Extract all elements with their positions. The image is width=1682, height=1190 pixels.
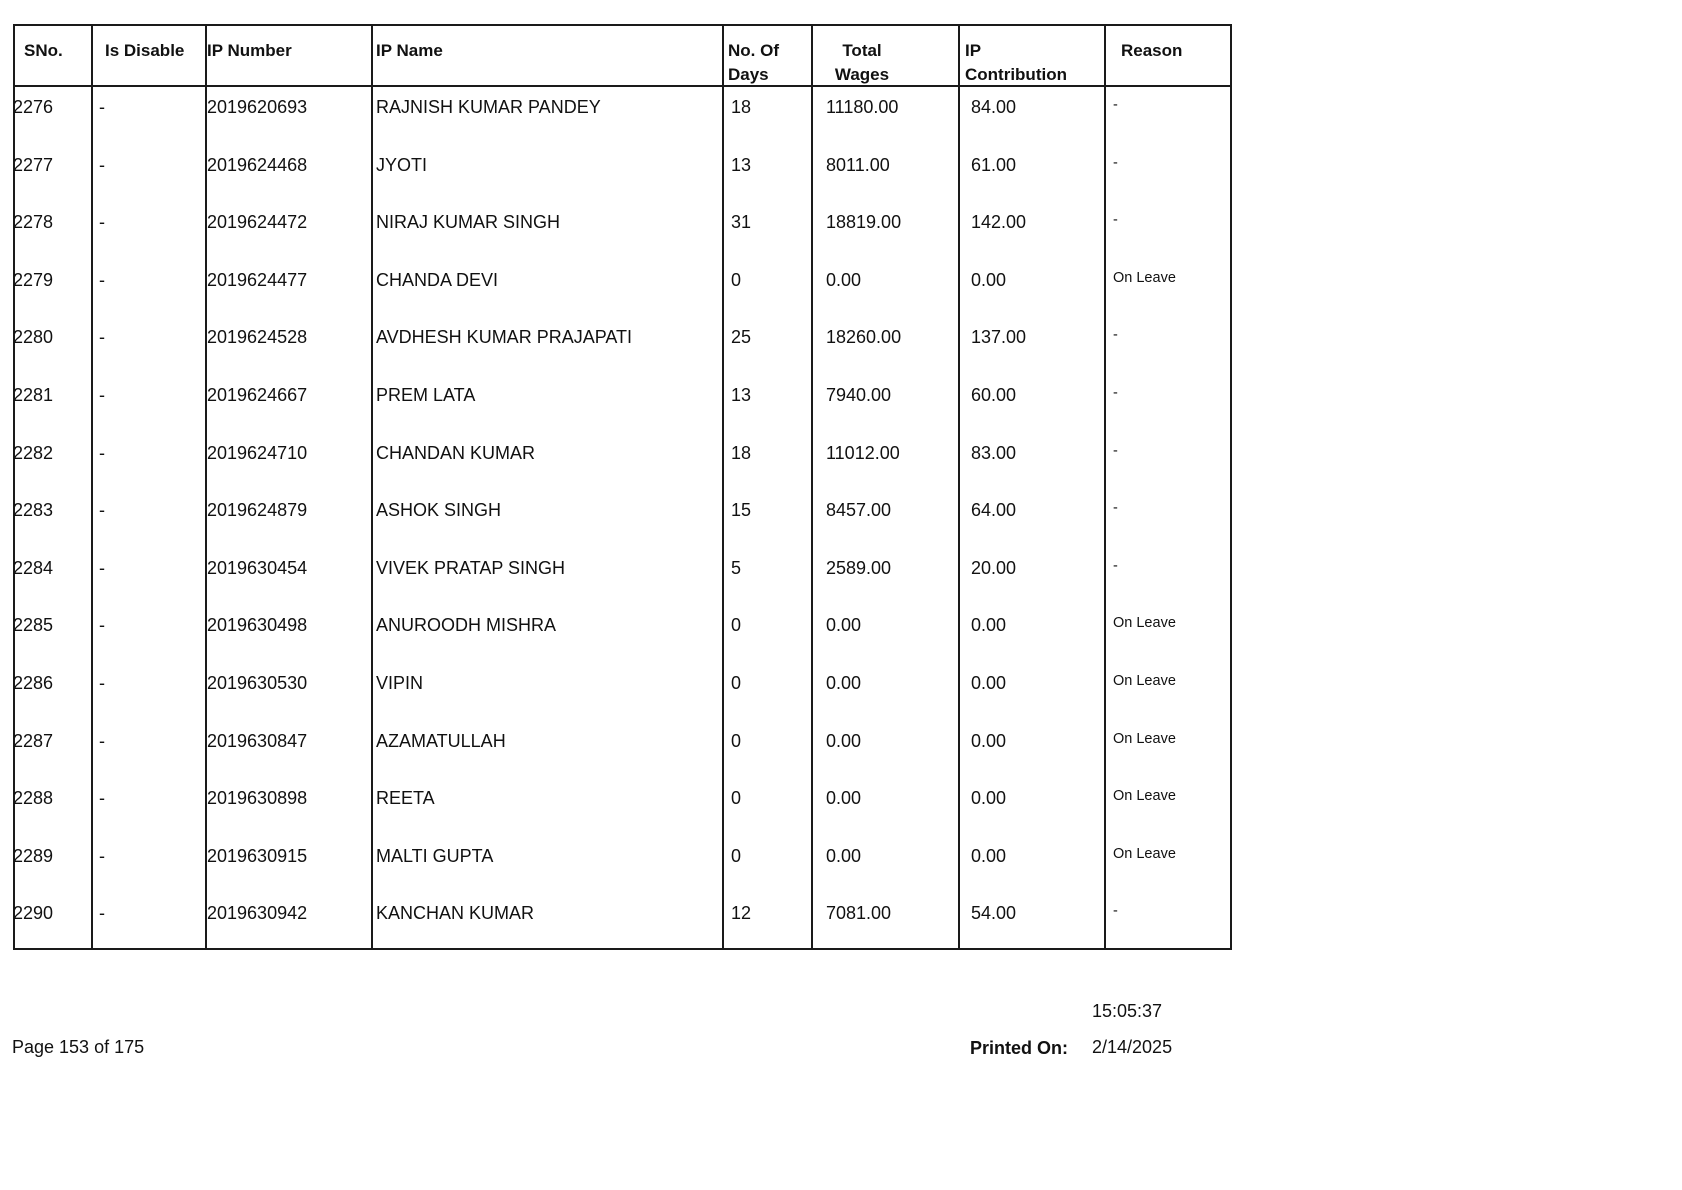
- cell-sno: 2285: [13, 615, 54, 636]
- cell-reason: On Leave: [1113, 269, 1176, 286]
- cell-ip-number: 2019624528: [207, 327, 308, 348]
- cell-ip-name: JYOTI: [376, 154, 428, 175]
- cell-is-disable: -: [99, 730, 105, 751]
- cell-ip-name: CHANDAN KUMAR: [376, 442, 536, 463]
- table-row: [15, 836, 1230, 894]
- cell-sno: 2290: [13, 903, 54, 924]
- cell-ip-name: ASHOK SINGH: [376, 500, 502, 521]
- cell-days: 25: [731, 327, 752, 348]
- cell-days: 13: [731, 154, 752, 175]
- cell-contribution: 83.00: [971, 442, 1017, 463]
- cell-days: 13: [731, 385, 752, 405]
- table-row: [15, 433, 1230, 491]
- cell-ip-number: 2019624472: [207, 212, 308, 233]
- cell-ip-name: MALTI GUPTA: [376, 845, 494, 866]
- cell-ip-name: VIPIN: [376, 673, 424, 693]
- cell-sno: 2284: [13, 557, 54, 578]
- cell-ip-name: ANUROODH MISHRA: [376, 615, 557, 636]
- cell-sno: 2280: [13, 327, 54, 348]
- cell-contribution: 0.00: [971, 615, 1007, 636]
- cell-is-disable: -: [99, 500, 105, 521]
- cell-ip-name: AVDHESH KUMAR PRAJAPATI: [376, 327, 633, 348]
- table-row: [15, 778, 1230, 836]
- cell-wages: 8457.00: [826, 500, 892, 521]
- cell-wages: 0.00: [826, 673, 862, 693]
- table-row: [15, 375, 1230, 433]
- table-row: [15, 87, 1230, 145]
- header-is-disable: Is Disable: [105, 41, 185, 60]
- header-total-wages-line2: Wages: [834, 65, 890, 84]
- cell-contribution: 20.00: [971, 557, 1017, 578]
- cell-ip-number: 2019624667: [207, 385, 308, 405]
- cell-reason: On Leave: [1113, 730, 1176, 747]
- cell-is-disable: -: [99, 845, 105, 866]
- cell-contribution: 64.00: [971, 500, 1017, 521]
- cell-ip-number: 2019630942: [207, 903, 308, 924]
- table-row: [15, 663, 1230, 721]
- table-row: [15, 317, 1230, 375]
- cell-ip-number: 2019624468: [207, 154, 308, 175]
- cell-ip-number: 2019630454: [207, 557, 308, 578]
- table-row: [15, 893, 1230, 951]
- header-total-wages-line1: Total: [842, 41, 882, 60]
- cell-contribution: 54.00: [971, 903, 1017, 924]
- cell-contribution: 137.00: [971, 327, 1027, 348]
- cell-contribution: 0.00: [971, 269, 1007, 290]
- cell-reason: -: [1113, 557, 1118, 574]
- cell-ip-name: RAJNISH KUMAR PANDEY: [376, 97, 601, 117]
- cell-is-disable: -: [99, 673, 105, 693]
- print-date: 2/14/2025: [1092, 1037, 1173, 1057]
- contribution-table: [13, 24, 1232, 950]
- cell-reason: On Leave: [1113, 845, 1176, 862]
- printed-on-label: Printed On:: [970, 1038, 1068, 1058]
- cell-is-disable: -: [99, 97, 105, 117]
- cell-contribution: 60.00: [971, 385, 1017, 405]
- cell-wages: 18260.00: [826, 327, 902, 348]
- cell-days: 15: [731, 500, 752, 521]
- cell-is-disable: -: [99, 269, 105, 290]
- cell-ip-name: PREM LATA: [376, 385, 476, 405]
- cell-is-disable: -: [99, 327, 105, 348]
- cell-ip-number: 2019630847: [207, 730, 308, 751]
- cell-reason: -: [1113, 442, 1118, 459]
- cell-reason: -: [1113, 212, 1118, 229]
- cell-ip-name: AZAMATULLAH: [376, 730, 506, 751]
- table-row: [15, 490, 1230, 548]
- cell-sno: 2277: [13, 154, 54, 175]
- cell-days: 0: [731, 788, 742, 809]
- print-time: 15:05:37: [1092, 1001, 1163, 1021]
- cell-wages: 11012.00: [826, 442, 900, 463]
- cell-ip-number: 2019620693: [207, 97, 308, 117]
- cell-is-disable: -: [99, 557, 105, 578]
- cell-sno: 2287: [13, 730, 54, 751]
- cell-sno: 2276: [13, 97, 54, 117]
- cell-days: 0: [731, 730, 742, 751]
- cell-wages: 7940.00: [826, 385, 892, 405]
- cell-reason: -: [1113, 500, 1118, 517]
- cell-wages: 2589.00: [826, 557, 892, 578]
- header-sno: SNo.: [24, 41, 63, 60]
- cell-is-disable: -: [99, 442, 105, 463]
- cell-ip-number: 2019624710: [207, 442, 308, 463]
- cell-wages: 8011.00: [826, 154, 890, 175]
- cell-ip-number: 2019630530: [207, 673, 308, 693]
- cell-ip-number: 2019630915: [207, 845, 308, 866]
- cell-contribution: 0.00: [971, 673, 1007, 693]
- table-row: [15, 260, 1230, 318]
- cell-wages: 18819.00: [826, 212, 902, 233]
- cell-sno: 2282: [13, 442, 54, 463]
- cell-ip-name: KANCHAN KUMAR: [376, 903, 535, 924]
- header-ip-name: IP Name: [376, 41, 443, 60]
- cell-days: 31: [731, 212, 752, 233]
- cell-reason: -: [1113, 97, 1118, 113]
- cell-is-disable: -: [99, 788, 105, 809]
- cell-days: 18: [731, 442, 752, 463]
- cell-wages: 0.00: [826, 615, 862, 636]
- cell-ip-name: REETA: [376, 788, 435, 809]
- cell-wages: 0.00: [826, 788, 862, 809]
- cell-is-disable: -: [99, 154, 105, 175]
- table-row: [15, 605, 1230, 663]
- cell-wages: 0.00: [826, 845, 862, 866]
- cell-sno: 2289: [13, 845, 54, 866]
- cell-wages: 0.00: [826, 730, 862, 751]
- cell-sno: 2278: [13, 212, 54, 233]
- cell-reason: On Leave: [1113, 673, 1176, 689]
- cell-wages: 11180.00: [826, 97, 899, 117]
- cell-sno: 2286: [13, 673, 54, 693]
- header-ip-contribution: [965, 39, 1067, 87]
- cell-days: 5: [731, 557, 742, 578]
- cell-ip-number: 2019624879: [207, 500, 308, 521]
- header-total-wages: [831, 39, 893, 87]
- header-ip-contribution-line2: Contribution: [965, 65, 1067, 84]
- cell-ip-name: CHANDA DEVI: [376, 269, 499, 290]
- cell-wages: 0.00: [826, 269, 862, 290]
- cell-days: 12: [731, 903, 752, 924]
- cell-contribution: 84.00: [971, 97, 1017, 117]
- table-row: [15, 548, 1230, 606]
- cell-days: 18: [731, 97, 752, 117]
- cell-is-disable: -: [99, 615, 105, 636]
- cell-ip-number: 2019630898: [207, 788, 308, 809]
- header-no-of-days-line2: Days: [728, 65, 769, 84]
- table-row: [15, 721, 1230, 779]
- cell-contribution: 0.00: [971, 788, 1007, 809]
- cell-reason: On Leave: [1113, 615, 1176, 632]
- header-no-of-days-line1: No. Of: [728, 41, 779, 60]
- cell-sno: 2279: [13, 269, 54, 290]
- cell-ip-name: NIRAJ KUMAR SINGH: [376, 212, 561, 233]
- cell-wages: 7081.00: [826, 903, 892, 924]
- header-no-of-days: [728, 39, 779, 87]
- cell-contribution: 0.00: [971, 730, 1007, 751]
- cell-days: 0: [731, 615, 742, 636]
- cell-reason: -: [1113, 327, 1118, 344]
- cell-reason: On Leave: [1113, 788, 1176, 805]
- table-row: [15, 202, 1230, 260]
- cell-contribution: 61.00: [971, 154, 1017, 175]
- header-ip-contribution-line1: IP: [965, 41, 982, 60]
- cell-ip-number: 2019630498: [207, 615, 308, 636]
- cell-days: 0: [731, 845, 742, 866]
- cell-reason: -: [1113, 903, 1118, 920]
- cell-ip-number: 2019624477: [207, 269, 308, 290]
- cell-is-disable: -: [99, 212, 105, 233]
- cell-is-disable: -: [99, 385, 105, 405]
- cell-contribution: 142.00: [971, 212, 1027, 233]
- table-row: [15, 145, 1230, 203]
- page-number: Page 153 of 175: [12, 1037, 145, 1057]
- cell-is-disable: -: [99, 903, 105, 924]
- header-ip-number: IP Number: [207, 41, 292, 60]
- cell-sno: 2281: [13, 385, 54, 405]
- cell-days: 0: [731, 673, 742, 693]
- cell-reason: -: [1113, 154, 1118, 171]
- cell-reason: -: [1113, 385, 1118, 401]
- cell-sno: 2283: [13, 500, 54, 521]
- cell-contribution: 0.00: [971, 845, 1007, 866]
- header-reason: Reason: [1121, 41, 1183, 60]
- cell-ip-name: VIVEK PRATAP SINGH: [376, 557, 566, 578]
- cell-days: 0: [731, 269, 742, 290]
- cell-sno: 2288: [13, 788, 54, 809]
